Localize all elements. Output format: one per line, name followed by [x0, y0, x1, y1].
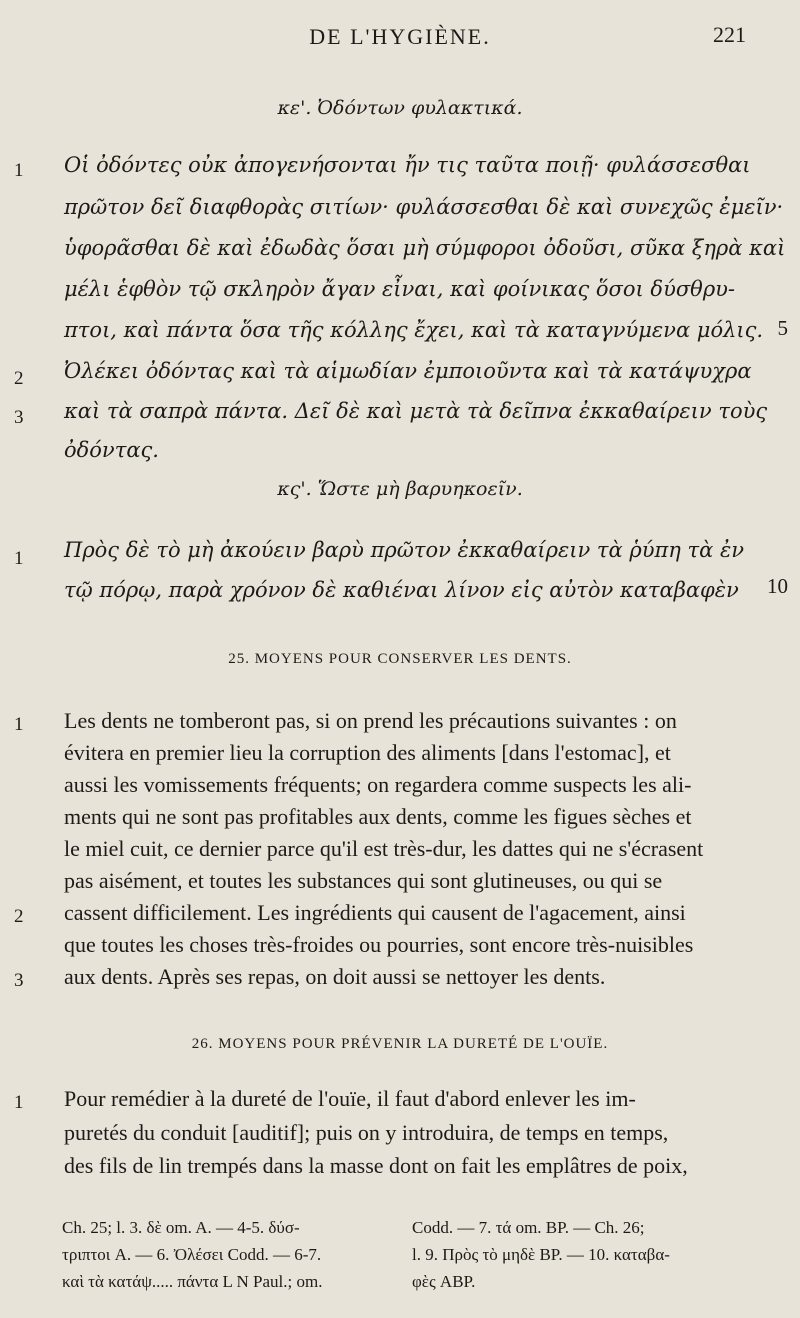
greek-line: Ὀλέκει ὀδόντας καὶ τὰ αἱμωδίαν ἐμποιοῦντα καὶ τὰ κατάψυχρα [64, 359, 752, 383]
french-line: que toutes les choses très-froides ou pourries, sont encore très-nuisibles [64, 932, 694, 957]
margin-number: 1 [14, 714, 24, 735]
french-line: puretés du conduit [auditif]; puis on y introduira, de temps en temps, [64, 1120, 669, 1145]
greek-line: Οἱ ὀδόντες οὐκ ἀπογενήσονται ἤν τις ταῦτα ποιῇ· φυλάσσεσθαι [64, 153, 751, 177]
greek-line: ὀδόντας. [64, 438, 159, 462]
french-line: aux dents. Après ses repas, on doit aussi se nettoyer les dents. [64, 964, 606, 989]
french-line: évitera en premier lieu la corruption des aliments [dans l'estomac], et [64, 740, 671, 765]
greek-section-heading-25: κε'. Ὀδόντων φυλακτικά. [277, 97, 523, 119]
french-line: Pour remédier à la dureté de l'ouïe, il faut d'abord enlever les im- [64, 1086, 636, 1111]
french-section-heading-26: 26. MOYENS POUR PRÉVENIR LA DURETÉ DE L'OUÏE. [191, 1036, 609, 1052]
french-line: aussi les vomissements fréquents; on regardera comme suspects les ali- [64, 772, 692, 797]
line-number-right: 5 [777, 316, 788, 340]
footnote-line: φὲς ABP. [412, 1272, 476, 1291]
margin-number: 1 [14, 160, 24, 181]
greek-line: καὶ τὰ σαπρὰ πάντα. Δεῖ δὲ καὶ μετὰ τὰ δεῖπνα ἐκκαθαίρειν τοὺς [64, 399, 768, 423]
french-line: cassent difficilement. Les ingrédients qui causent de l'agacement, ainsi [64, 900, 686, 925]
greek-line: τῷ πόρῳ, παρὰ χρόνον δὲ καθιέναι λίνον εἰς αὐτὸν καταβαφὲν [64, 578, 739, 602]
greek-line: μέλι ἑφθὸν τῷ σκληρὸν ἄγαν εἶναι, καὶ φοίνικας ὅσοι δύσθρυ- [64, 277, 736, 301]
greek-line: ὑφορᾶσθαι δὲ καὶ ἐδωδὰς ὅσαι μὴ σύμφοροι ὀδοῦσι, σῦκα ξηρὰ καὶ [64, 236, 786, 260]
margin-number: 1 [14, 548, 24, 569]
french-line: Les dents ne tomberont pas, si on prend les précautions suivantes : on [64, 708, 677, 733]
french-line: pas aisément, et toutes les substances qui sont glutineuses, ou qui se [64, 868, 663, 893]
footnote-line: καὶ τὰ κατάψ..... πάντα L N Paul.; om. [62, 1272, 323, 1291]
french-line: des fils de lin trempés dans la masse dont on fait les emplâtres de poix, [64, 1153, 688, 1178]
greek-section-heading-26: κς'. Ὥστε μὴ βαρυηκοεῖν. [277, 478, 523, 500]
running-header-title: DE L'HYGIÈNE. [309, 24, 491, 49]
french-line: ments qui ne sont pas profitables aux dents, comme les figues sèches et [64, 804, 692, 829]
margin-number: 2 [14, 368, 24, 389]
margin-number: 3 [14, 407, 24, 428]
margin-number: 3 [14, 970, 24, 991]
greek-line: Πρὸς δὲ τὸ μὴ ἀκούειν βαρὺ πρῶτον ἐκκαθαίρειν τὰ ῥύπη τὰ ἐν [64, 538, 745, 562]
page-number: 221 [713, 22, 746, 47]
french-section-heading-25: 25. MOYENS POUR CONSERVER LES DENTS. [228, 651, 572, 667]
french-line: le miel cuit, ce dernier parce qu'il est très-dur, les dattes qui ne s'écrasent [64, 836, 704, 861]
footnote-line: τριπτοι A. — 6. Ὀλέσει Codd. — 6-7. [62, 1245, 322, 1264]
footnote-line: Ch. 25; l. 3. δὲ om. A. — 4-5. δύσ- [62, 1218, 300, 1237]
margin-number: 1 [14, 1092, 24, 1113]
footnote-line: Codd. — 7. τά om. BP. — Ch. 26; [412, 1218, 645, 1237]
greek-line: πτοι, καὶ πάντα ὅσα τῆς κόλλης ἔχει, καὶ τὰ καταγνύμενα μόλις. [64, 318, 764, 342]
line-number-right: 10 [767, 574, 788, 598]
footnote-line: l. 9. Πρὸς τὸ μηδὲ BP. — 10. καταβα- [412, 1245, 670, 1264]
greek-line: πρῶτον δεῖ διαφθορὰς σιτίων· φυλάσσεσθαι δὲ καὶ συνεχῶς ἐμεῖν· [64, 195, 784, 219]
margin-number: 2 [14, 906, 24, 927]
